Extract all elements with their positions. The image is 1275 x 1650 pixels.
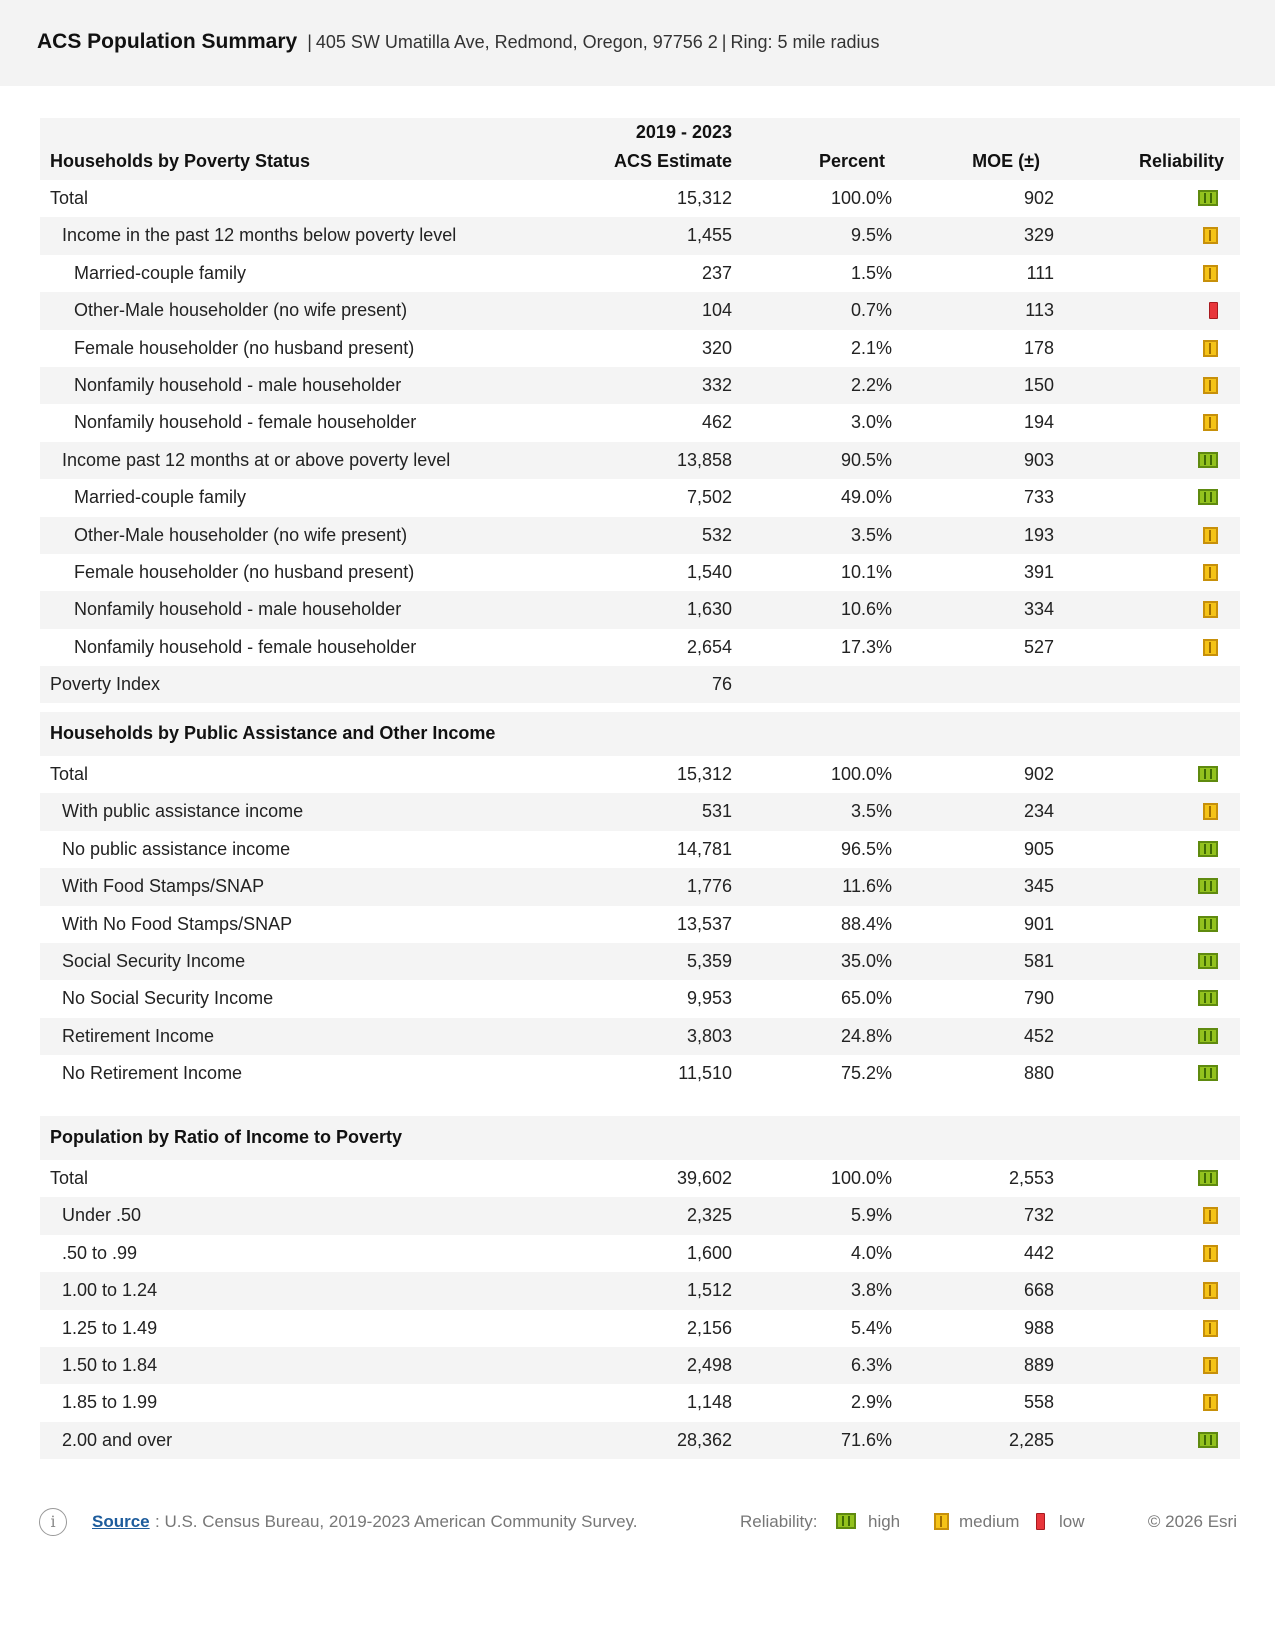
reliability-low-icon [1209,302,1218,324]
row-label: Poverty Index [50,674,161,695]
column-reliability: Reliability [1138,151,1224,171]
reliability-high-icon [1198,766,1218,787]
table-row [40,1384,1240,1421]
row-moe: 452 [1023,1025,1054,1046]
row-percent: 2.1% [850,337,892,358]
table-row [40,479,1240,516]
table-row [40,1160,1240,1197]
row-estimate: 9,953 [686,988,732,1009]
reliability-high-icon [1198,1432,1218,1453]
reliability-medium-icon [1203,564,1218,586]
row-estimate: 332 [701,374,732,395]
table-row [40,1422,1240,1459]
row-label: Income past 12 months at or above poverty level [62,449,451,470]
row-estimate: 5,359 [686,950,732,971]
row-label: With Food Stamps/SNAP [62,876,265,897]
legend-low: low [1059,1512,1085,1531]
table-row [40,906,1240,943]
row-moe: 329 [1023,225,1054,246]
reliability-medium-icon [1203,601,1218,623]
row-moe: 150 [1023,374,1054,395]
table-row [40,793,1240,830]
row-estimate: 1,540 [686,561,732,582]
table-public-assistance [40,712,1240,1093]
row-moe: 668 [1023,1280,1054,1301]
row-label: No Social Security Income [62,988,274,1009]
row-estimate: 11,510 [678,1063,732,1084]
row-percent: 3.0% [850,412,892,433]
reliability-high-icon [1198,489,1218,510]
row-percent: 3.5% [850,524,892,545]
reliability-medium-icon [1203,340,1218,362]
row-percent: 75.2% [840,1063,892,1084]
reliability-medium-icon [1203,377,1218,399]
row-label: Other-Male householder (no wife present) [74,524,408,545]
header-location: 405 SW Umatilla Ave, Redmond, Oregon, 97756 2 [315,32,718,52]
row-label: Nonfamily household - male householder [74,599,402,620]
reliability-high-icon [1198,841,1218,862]
table-row [40,554,1240,591]
row-estimate: 1,600 [686,1242,732,1263]
row-moe: 988 [1023,1317,1054,1338]
row-moe: 2,553 [1008,1168,1054,1188]
row-estimate: 15,312 [676,764,732,784]
row-percent: 35.0% [840,950,892,971]
row-estimate: 320 [701,337,732,358]
table-poverty-status [40,118,1240,703]
row-percent: 100.0% [830,188,892,208]
row-moe: 442 [1023,1242,1054,1263]
row-percent: 2.2% [850,374,892,395]
row-moe: 889 [1023,1354,1054,1375]
row-label: Other-Male householder (no wife present) [74,300,408,321]
column-estimate: ACS Estimate [613,151,732,171]
row-label: Female householder (no husband present) [74,337,415,358]
row-label: Nonfamily household - female householder [74,412,417,433]
reliability-high-icon [1198,452,1218,473]
table-row [40,666,1240,703]
reliability-medium-icon [934,1513,949,1535]
row-moe: 901 [1023,913,1054,934]
row-estimate: 1,455 [686,225,732,246]
table-row [40,442,1240,479]
row-label: 1.85 to 1.99 [62,1392,158,1413]
header-separator: | [307,32,312,52]
table-header [40,712,1240,756]
row-percent: 0.7% [850,300,892,321]
row-estimate: 76 [711,674,732,695]
info-icon: i [39,1508,67,1536]
row-label: Total [50,764,89,784]
row-percent: 10.1% [840,561,892,582]
row-moe: 527 [1023,636,1054,657]
section-title: Population by Ratio of Income to Poverty [50,1127,403,1147]
column-moe: MOE (±) [972,151,1040,171]
row-label: Married-couple family [74,262,247,283]
row-label: Nonfamily household - male householder [74,374,402,395]
reliability-medium-icon [1203,527,1218,549]
row-label: .50 to .99 [62,1242,138,1263]
row-percent: 100.0% [830,764,892,784]
row-moe: 902 [1023,188,1054,208]
reliability-high-icon [1198,990,1218,1011]
table-row [40,943,1240,980]
row-estimate: 1,776 [686,876,732,897]
row-moe: 905 [1023,838,1054,859]
row-percent: 10.6% [840,599,892,620]
row-percent: 65.0% [840,988,892,1009]
table-row [40,517,1240,554]
row-label: Married-couple family [74,487,247,508]
row-estimate: 13,858 [676,449,732,470]
table-row [40,1197,1240,1234]
row-label: No Retirement Income [62,1063,243,1084]
reliability-medium-icon [1203,1394,1218,1416]
table-row [40,330,1240,367]
row-label: Under .50 [62,1205,142,1226]
header-separator: | [721,32,727,52]
footer [0,1500,1275,1550]
row-label: With public assistance income [62,801,304,822]
row-moe: 733 [1023,487,1054,508]
reliability-high-icon [1198,878,1218,899]
table-row [40,1235,1240,1272]
row-moe: 234 [1023,801,1054,822]
reliability-medium-icon [1203,414,1218,436]
report-header [0,0,1275,86]
reliability-high-icon [1198,953,1218,974]
table-row [40,1347,1240,1384]
row-label: Social Security Income [62,950,246,971]
row-moe: 790 [1023,988,1054,1009]
row-estimate: 104 [701,300,732,321]
table-row [40,292,1240,329]
table-row [40,629,1240,666]
row-estimate: 28,362 [676,1429,732,1450]
table-row [40,756,1240,793]
row-percent: 6.3% [850,1354,892,1375]
row-label: 2.00 and over [62,1429,173,1450]
row-estimate: 39,602 [676,1168,732,1188]
table-row [40,404,1240,441]
row-label: Income in the past 12 months below poverty level [62,225,457,246]
row-estimate: 13,537 [676,913,732,934]
row-percent: 3.8% [850,1280,892,1301]
table-row [40,1272,1240,1309]
reliability-medium-icon [1203,1357,1218,1379]
table-income-to-poverty [40,1116,1240,1459]
row-estimate: 3,803 [686,1025,732,1046]
reliability-high-icon [1198,1065,1218,1086]
reliability-high-icon [1198,190,1218,211]
row-percent: 24.8% [840,1025,892,1046]
row-label: Nonfamily household - female householder [74,636,417,657]
row-percent: 49.0% [840,487,892,508]
header-ring: Ring: 5 mile radius [730,32,880,52]
row-moe: 193 [1023,524,1054,545]
row-percent: 3.5% [850,801,892,822]
row-moe: 903 [1023,449,1054,470]
reliability-high-icon [1198,1170,1218,1191]
row-estimate: 15,312 [676,188,732,208]
section-title: Households by Poverty Status [50,151,311,171]
table-row [40,980,1240,1017]
legend-high: high [868,1512,901,1531]
row-moe: 334 [1023,599,1054,620]
reliability-low-icon [1036,1513,1045,1535]
row-percent: 11.6% [842,876,892,897]
report-title: ACS Population Summary [37,30,298,53]
row-moe: 2,285 [1008,1429,1054,1450]
row-moe: 194 [1023,412,1054,433]
row-percent: 71.6% [840,1429,892,1450]
row-percent: 4.0% [850,1242,892,1263]
reliability-high-icon [1198,1028,1218,1049]
row-percent: 90.5% [840,449,892,470]
row-label: Retirement Income [62,1025,215,1046]
section-rows [40,756,1240,1093]
table-row [40,180,1240,217]
row-moe: 880 [1023,1063,1054,1084]
row-label: 1.00 to 1.24 [62,1280,158,1301]
row-percent: 1.5% [850,262,892,283]
table-header [40,1116,1240,1160]
source-link[interactable]: Source [92,1512,150,1531]
row-label: 1.25 to 1.49 [62,1317,158,1338]
row-estimate: 462 [701,412,732,433]
row-estimate: 7,502 [686,487,732,508]
row-moe: 391 [1023,561,1054,582]
reliability-medium-icon [1203,1282,1218,1304]
row-moe: 345 [1023,876,1054,897]
row-moe: 732 [1023,1205,1054,1226]
row-label: Total [50,188,89,208]
reliability-high-icon [836,1513,856,1534]
row-moe: 113 [1025,300,1054,321]
row-estimate: 14,781 [676,838,732,859]
reliability-medium-icon [1203,227,1218,249]
column-percent: Percent [818,151,885,171]
reliability-medium-icon [1203,803,1218,825]
row-percent: 5.4% [850,1317,892,1338]
legend-label: Reliability: [740,1512,818,1531]
row-percent: 2.9% [850,1392,892,1413]
row-percent: 9.5% [850,225,892,246]
row-estimate: 532 [701,524,732,545]
table-row [40,1310,1240,1347]
reliability-medium-icon [1203,265,1218,287]
row-estimate: 1,148 [686,1392,732,1413]
row-moe: 178 [1023,337,1054,358]
row-estimate: 237 [701,262,732,283]
section-rows [40,1160,1240,1459]
legend-medium: medium [959,1512,1020,1531]
reliability-medium-icon [1203,1320,1218,1342]
row-label: No public assistance income [62,838,291,859]
table-row [40,1018,1240,1055]
reliability-high-icon [1198,916,1218,937]
row-moe: 902 [1023,764,1054,784]
reliability-medium-icon [1203,1245,1218,1267]
row-estimate: 2,654 [686,636,732,657]
copyright: © 2026 Esri [1147,1512,1237,1531]
row-estimate: 2,325 [686,1205,732,1226]
section-rows [40,180,1240,703]
row-label: Total [50,1168,89,1188]
reliability-medium-icon [1203,639,1218,661]
row-estimate: 1,630 [686,599,732,620]
source-text: : U.S. Census Bureau, 2019-2023 American Community Survey. [155,1512,638,1531]
row-moe: 558 [1023,1392,1054,1413]
table-row [40,1055,1240,1092]
row-label: With No Food Stamps/SNAP [62,913,293,934]
table-row [40,217,1240,254]
table-row [40,591,1240,628]
row-estimate: 531 [701,801,732,822]
reliability-medium-icon [1203,1207,1218,1229]
section-title: Households by Public Assistance and Other Income [50,723,496,743]
row-percent: 88.4% [840,913,892,934]
row-label: 1.50 to 1.84 [62,1354,158,1375]
row-estimate: 1,512 [686,1280,732,1301]
table-row [40,831,1240,868]
column-years: 2019 - 2023 [635,122,732,142]
table-row [40,868,1240,905]
table-row [40,367,1240,404]
row-label: Female householder (no husband present) [74,561,415,582]
row-estimate: 2,498 [686,1354,732,1375]
table-row [40,255,1240,292]
row-estimate: 2,156 [686,1317,732,1338]
row-moe: 111 [1026,262,1054,283]
row-percent: 5.9% [850,1205,892,1226]
row-percent: 17.3% [840,636,892,657]
row-percent: 100.0% [830,1168,892,1188]
row-percent: 96.5% [840,838,892,859]
row-moe: 581 [1023,950,1054,971]
table-header [40,118,1240,180]
